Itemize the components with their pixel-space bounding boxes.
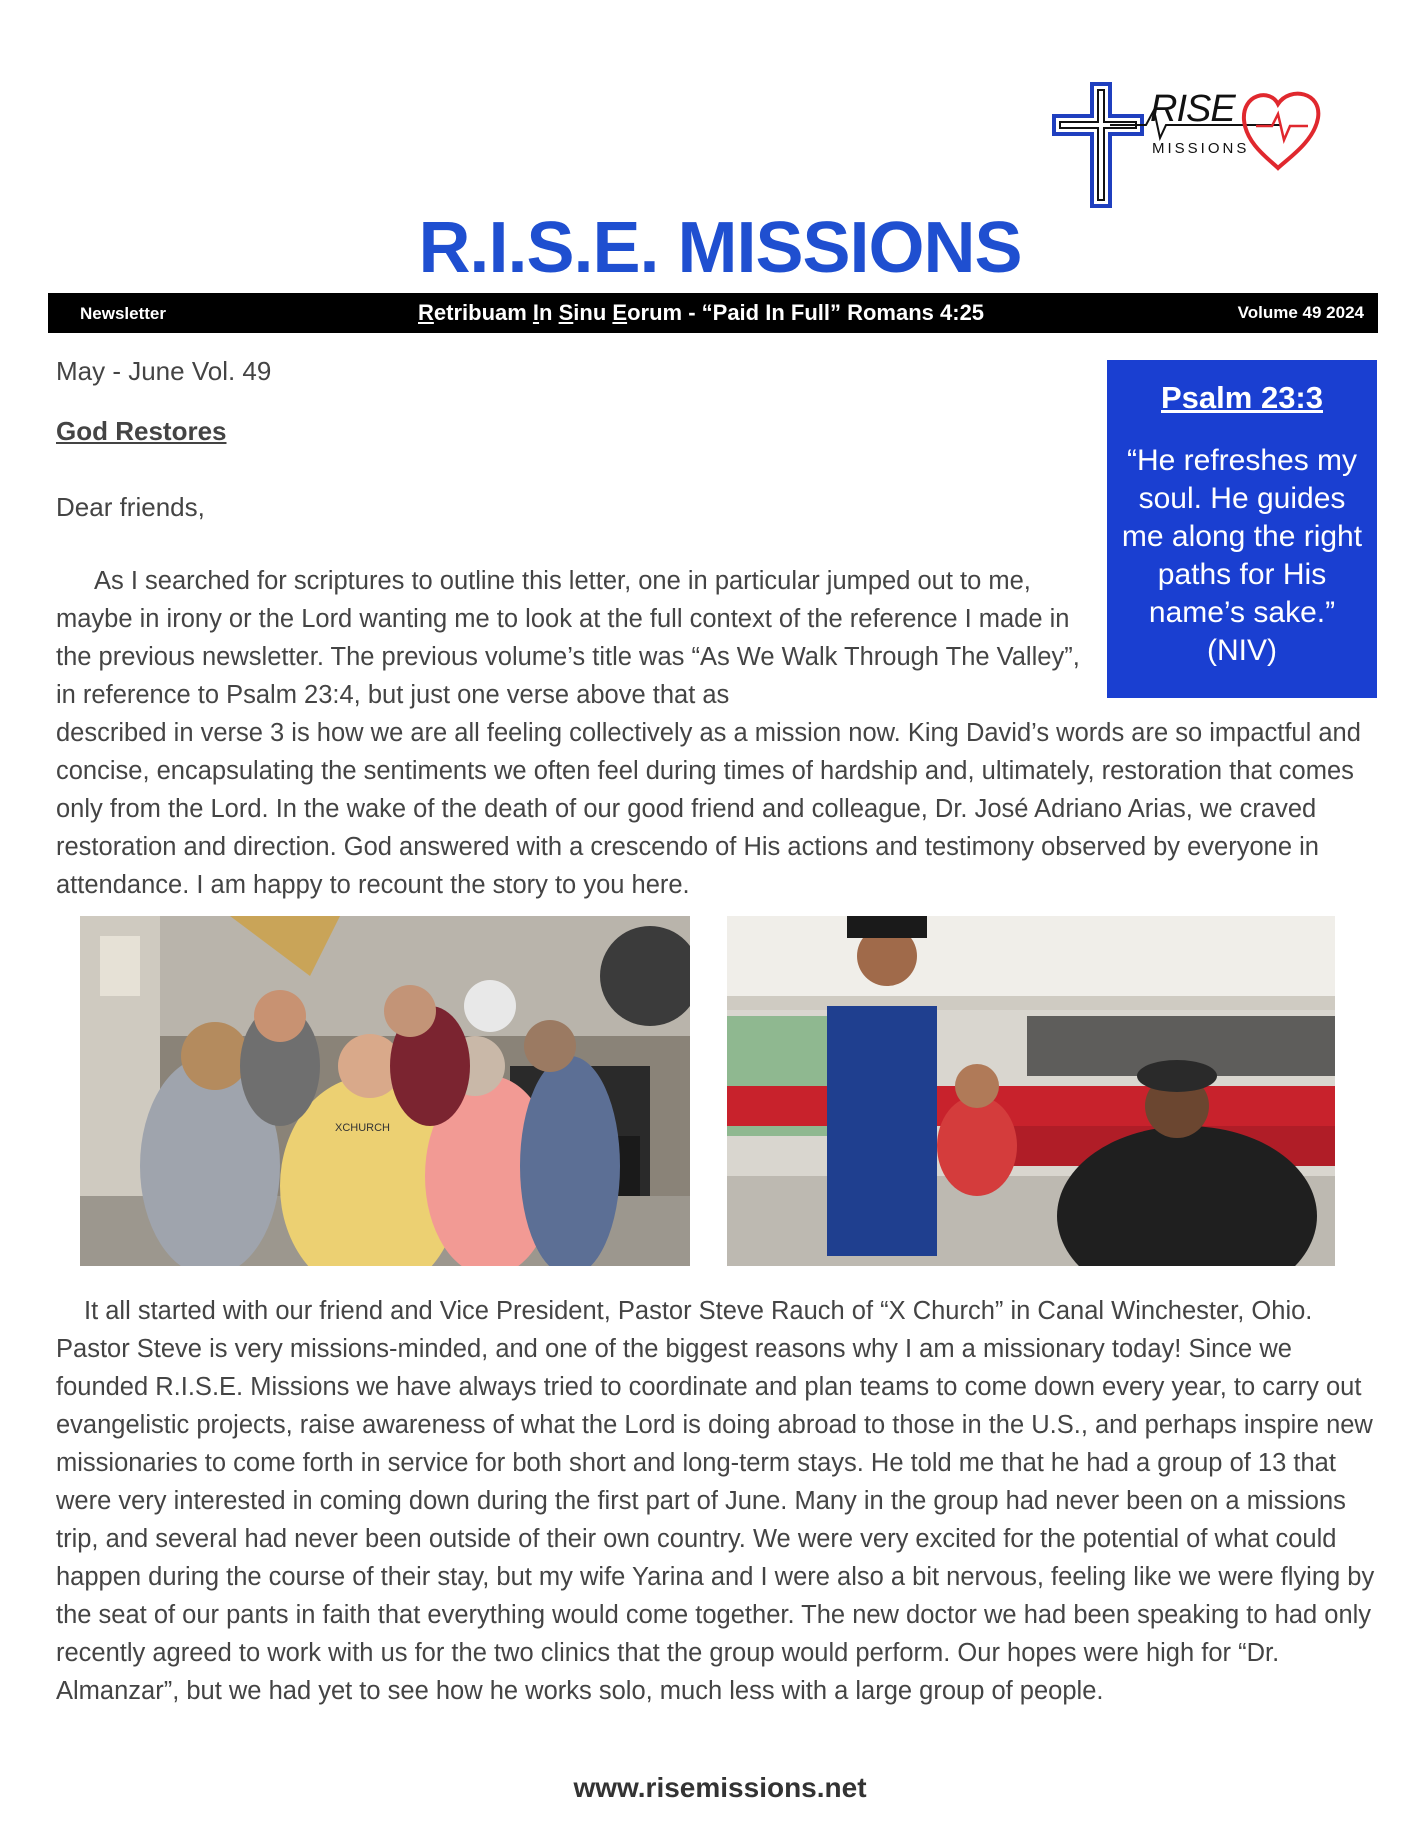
article-heading: God Restores [56,416,227,446]
banner-volume: Volume 49 2024 [1237,303,1364,322]
psalm-callout [1107,360,1377,698]
motto-part: n [539,300,559,325]
footer-website[interactable]: www.risemissions.net [573,1772,867,1803]
rise-missions-logo [1050,80,1330,212]
paragraph-1-rest: described in verse 3 is how we are all feeling collectively as a mission now. King David’s words are so impactful and concise, encapsulating the sentiments we often feel during times of hardship and, ultimately, restoration that comes only from the Lord. In the wake of the death of our good friend and colleague, Dr. José Adriano Arias, we craved restoration and direction. God answered with a crescendo of His actions and testimony observed by everyone in attendance. I am happy to recount the story to you here. [56,719,1361,899]
issue-label: May - June Vol. 49 [56,356,272,386]
photo-prayer-group [80,916,690,1266]
psalm-quote: “He refreshes my soul. He guides me along the right paths for His name’s sake.” (NIV) [1121,444,1363,667]
motto-initial-s: S [558,300,574,325]
banner-newsletter-label: Newsletter [80,304,166,323]
paragraph-1-top: As I searched for scriptures to outline this letter, one in particular jumped out to me, maybe in irony or the Lord wanting me to look at the full context of the reference I made in the previous newsletter. The previous volume’s title was “As We Walk Through The Valley”, in reference to Psalm 23:4, but just one verse above that as [56,567,1080,709]
motto-part: orum [627,300,683,325]
salutation: Dear friends, [56,492,205,522]
logo-subtitle: MISSIONS [1152,140,1250,157]
motto-part: inu [573,300,613,325]
logo-wordmark: RISE [1150,88,1235,130]
motto-initial-e: E [612,300,628,325]
photo-clinic [727,916,1335,1266]
shirt-text: XCHURCH [335,1122,390,1134]
paragraph-2: It all started with our friend and Vice President, Pastor Steve Rauch of “X Church” in Canal Winchester, Ohio. Pastor Steve is very missions-minded, and one of the biggest reasons why I am a missionary today! Since we founded R.I.S.E. Missions we have always tried to coordinate and plan teams to come down every year, to carry out evangelistic projects, raise awareness of what the Lord is doing abroad to those in the U.S., and perhaps inspire new missionaries to come forth in service for both short and long-term stays. He told me that he had a group of 13 that were very interested in coming down during the first part of June. Many in the group had never been on a missions trip, and several had never been outside of their own country. We were very excited for the potential of what could happen during the course of their stay, but my wife Yarina and I were also a bit nervous, feeling like we were flying by the seat of our pants in faith that everything would come together. The new doctor we had been speaking to had only recently agreed to work with us for the two clinics that the group would perform. Our hopes were high for “Dr. Almanzar”, but we had yet to see how he works solo, much less with a large group of people. [56,1297,1375,1705]
motto-part: etribuam [433,300,533,325]
newsletter-title: R.I.S.E. MISSIONS [418,208,1022,288]
motto-initial-r: R [418,300,434,325]
banner-motto [418,300,984,326]
psalm-reference: Psalm 23:3 [1161,380,1323,415]
motto-rest: - “Paid In Full” Romans 4:25 [682,300,985,325]
header-banner [48,293,1378,333]
motto-initial-i: I [532,300,540,325]
